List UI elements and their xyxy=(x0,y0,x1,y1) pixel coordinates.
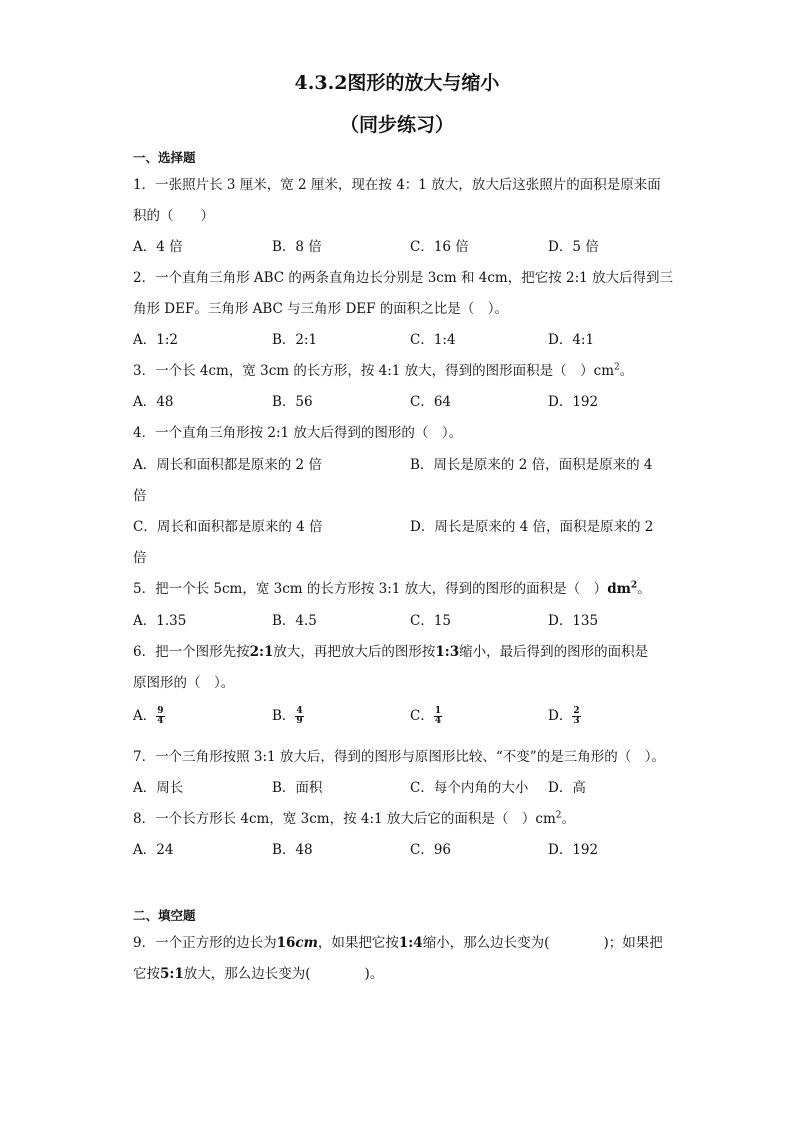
option-d xyxy=(548,704,581,726)
punctuation: 。 xyxy=(619,363,634,379)
option-a: A．1.35 xyxy=(133,613,187,629)
option-c xyxy=(410,704,442,726)
ratio: 1:3 xyxy=(435,644,460,660)
numerator: 1 xyxy=(434,706,442,716)
question-4-options-row2 xyxy=(133,515,673,535)
numerator: 9 xyxy=(157,706,164,716)
question-5-options xyxy=(133,609,673,629)
option-b: B．面积 xyxy=(272,780,323,796)
question-1-options xyxy=(133,235,673,255)
option-b: B．56 xyxy=(272,394,313,410)
fraction xyxy=(434,707,442,726)
option-c: C．96 xyxy=(410,842,452,858)
question-2-text-cont: 角形 DEF。三角形 ABC 与三角形 DEF 的面积之比是（ ）。 xyxy=(133,301,509,317)
option-b xyxy=(272,704,304,726)
question-7-text: 7．一个三角形按照 3:1 放大后，得到的图形与原图形比较、“不变”的是三角形的（ ）。 xyxy=(133,749,665,765)
option-d-wrap: 倍 xyxy=(133,550,147,566)
fraction xyxy=(295,707,303,726)
option-d: D．192 xyxy=(548,394,599,410)
superscript: 2 xyxy=(630,580,638,591)
option-label: A． xyxy=(133,708,157,724)
option-a xyxy=(133,704,165,726)
option-d: D．周长是原来的 4 倍，面积是原来的 2 xyxy=(410,519,654,535)
denominator: 3 xyxy=(573,716,580,726)
numerator: 4 xyxy=(296,706,303,716)
question-8-options xyxy=(133,838,673,858)
option-a: A．48 xyxy=(133,394,174,410)
question-5-text xyxy=(133,577,651,597)
ratio: 2:1 xyxy=(249,644,274,660)
punctuation: 。 xyxy=(637,581,651,597)
option-a: A．周长 xyxy=(133,780,184,796)
option-b: B．48 xyxy=(272,842,313,858)
question-9-stem: 9．一个正方形的边长为 xyxy=(133,935,277,951)
option-a: A．1:2 xyxy=(133,332,178,348)
punctuation: 。 xyxy=(561,811,575,827)
section-heading-fill: 二、填空题 xyxy=(133,908,196,923)
question-6-stem-end: 缩小，最后得到的图形的面积是 xyxy=(459,644,649,660)
option-label: C． xyxy=(410,708,434,724)
question-8-stem: 8．一个长方形长 4cm，宽 3cm，按 4:1 放大后它的面积是（ ）cm xyxy=(133,811,556,827)
question-9-text-cont xyxy=(133,962,383,982)
question-4-text: 4．一个直角三角形按 2:1 放大后得到的图形的（ ）。 xyxy=(133,425,463,441)
question-6-options xyxy=(133,704,673,724)
option-c: C．1:4 xyxy=(410,332,456,348)
option-b: B．2:1 xyxy=(272,332,318,348)
question-8-text xyxy=(133,807,575,827)
question-6-stem-mid: 放大，再把放大后的图形按 xyxy=(273,644,436,660)
option-b-wrap: 倍 xyxy=(133,488,147,504)
page-subtitle: （同步练习） xyxy=(339,114,454,136)
question-9-cont-end: 放大，那么边长变为( )。 xyxy=(183,966,384,982)
ratio: 5:1 xyxy=(160,966,184,982)
option-label: B． xyxy=(272,708,296,724)
option-a: A．24 xyxy=(133,842,174,858)
denominator: 4 xyxy=(434,716,442,726)
question-3-options xyxy=(133,390,673,410)
superscript: 2 xyxy=(614,362,620,373)
question-9-text xyxy=(133,931,663,951)
option-b: B．8 倍 xyxy=(272,239,322,255)
option-d: D．135 xyxy=(548,613,599,629)
question-3-stem: 3．一个长 4cm，宽 3cm 的长方形，按 4:1 放大，得到的图形面积是（ ）cm xyxy=(133,363,615,379)
question-2-options xyxy=(133,328,673,348)
option-c: C．每个内角的大小 xyxy=(410,780,529,796)
option-c: C．15 xyxy=(410,613,452,629)
question-5-stem: 5．把一个长 5cm，宽 3cm 的长方形按 3:1 放大，得到的图形的面积是（ ） xyxy=(133,581,608,597)
question-6-text-cont: 原图形的（ ）。 xyxy=(133,675,235,691)
fraction xyxy=(572,707,580,726)
fraction xyxy=(156,707,164,726)
option-c: C．周长和面积都是原来的 4 倍 xyxy=(133,519,323,535)
superscript: 2 xyxy=(555,810,562,821)
option-d: D．192 xyxy=(548,842,599,858)
option-d: D．5 倍 xyxy=(548,239,599,255)
question-9-stem-end: 缩小，那么边长变为( )；如果把 xyxy=(422,935,663,951)
unit: dm xyxy=(607,581,631,597)
numerator: 2 xyxy=(573,706,580,716)
question-3-text xyxy=(133,359,633,379)
length-value: 16 xyxy=(276,935,296,951)
question-9-cont-start: 它按 xyxy=(133,966,160,982)
page-title: 4.3.2图形的放大与缩小 xyxy=(294,72,500,94)
option-label: D． xyxy=(548,708,573,724)
denominator: 9 xyxy=(296,716,303,726)
option-a: A．4 倍 xyxy=(133,239,183,255)
option-c: C．64 xyxy=(410,394,452,410)
unit: cm xyxy=(295,935,318,951)
ratio: 1:4 xyxy=(398,935,423,951)
denominator: 4 xyxy=(157,716,164,726)
option-a: A．周长和面积都是原来的 2 倍 xyxy=(133,457,322,473)
question-2-text: 2．一个直角三角形 ABC 的两条直角边长分别是 3cm 和 4cm，把它按 2:1 放大后得到三 xyxy=(133,270,674,286)
question-1-text-cont: 积的（ ） xyxy=(133,208,214,224)
question-6-stem: 6．把一个图形先按 xyxy=(133,644,250,660)
option-d: D．4:1 xyxy=(548,332,595,348)
option-b: B．4.5 xyxy=(272,613,317,629)
question-4-options-row1 xyxy=(133,453,673,473)
question-1-text: 1．一张照片长 3 厘米，宽 2 厘米，现在按 4：1 放大，放大后这张照片的面积是原来面 xyxy=(133,177,661,193)
option-d: D．高 xyxy=(548,780,586,796)
question-6-text xyxy=(133,640,648,660)
question-9-stem-mid: ，如果把它按 xyxy=(317,935,399,951)
option-c: C．16 倍 xyxy=(410,239,469,255)
section-heading-choice: 一、选择题 xyxy=(133,150,196,165)
question-7-options xyxy=(133,776,673,796)
option-b: B．周长是原来的 2 倍，面积是原来的 4 xyxy=(410,457,653,473)
